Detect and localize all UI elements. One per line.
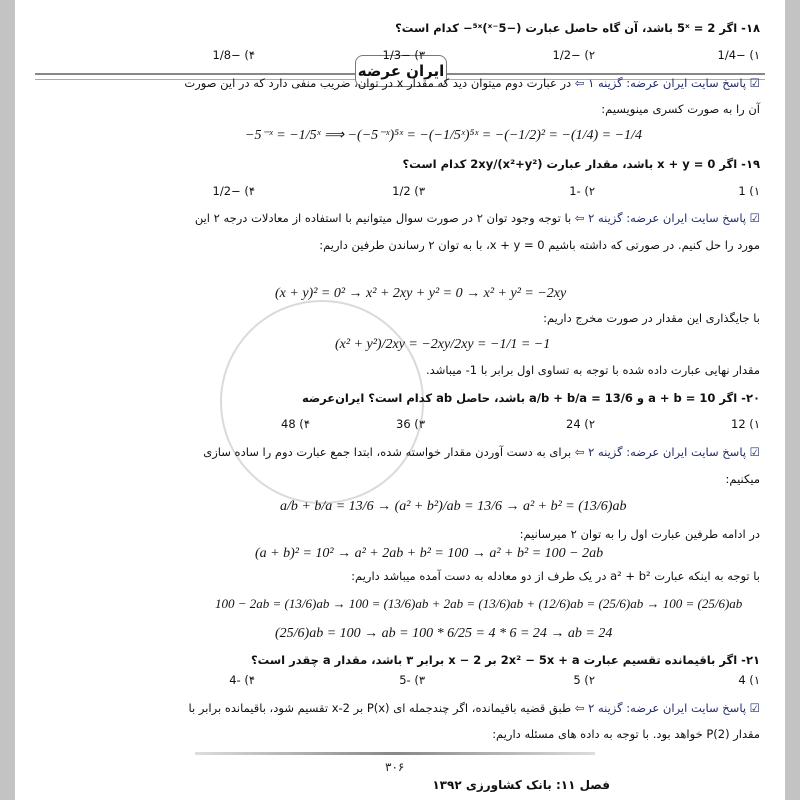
option-2: ۲) −1/2 — [552, 48, 595, 62]
answer-20-cont: با توجه به اینکه عبارت a² + b² در یک طرف از دو معادله به دست آمده میباشد داریم: — [351, 569, 760, 583]
answer-18 — [184, 75, 760, 91]
option-3: ۳) 1/2 — [392, 184, 425, 198]
option-4: ۴) −1/8 — [212, 48, 255, 62]
answer-label: ☑ پاسخ سایت ایران عرضه: گزینه ۲ ⇦ — [574, 211, 760, 225]
question-19: ۱۹- اگر x + y = 0 باشد، مقدار عبارت (x²+y²)/2xy کدام است؟ — [402, 157, 760, 171]
equation: (25/6)ab = 100 → ab = 100 * 6/25 = 4 * 6 = 24 → ab = 24 — [275, 626, 613, 641]
answer-text: با توجه وجود توان ۲ در صورت سوال میتوانیم با استفاده از معادلات درجه ۲ این — [194, 211, 575, 225]
question-18: ۱۸- اگر 2 = 5ˣ باشد، آن گاه حاصل عبارت (−5⁻ˣ)⁵ˣ− کدام است؟ — [395, 21, 760, 35]
option-2: ۲) -1 — [569, 184, 595, 198]
equation: −5⁻ˣ = −1/5ˣ ⟹ −(−5⁻ˣ)⁵ˣ = −(−1/5ˣ)⁵ˣ = −(−1/2)² = −(1/4) = −1/4 — [245, 128, 642, 143]
option-1: ۱) −1/4 — [717, 48, 760, 62]
option-3: ۳) -5 — [399, 673, 425, 687]
answer-label: ☑ پاسخ سایت ایران عرضه: گزینه ۲ ⇦ — [574, 445, 760, 459]
option-3: ۳) −1/3 — [382, 48, 425, 62]
answer-text: در عبارت دوم میتوان دید که مقدار x در توان، ضریب منفی دارد که در این صورت — [184, 76, 575, 90]
answer-19-cont: مورد را حل کنیم. در صورتی که داشته باشیم x + y = 0، با به توان ۲ رساندن طرفین داریم: — [319, 238, 760, 252]
answer-18-cont: آن را به صورت کسری مینویسیم: — [601, 102, 760, 116]
answer-19 — [195, 210, 760, 226]
footer-rule — [195, 752, 595, 755]
equation: (x + y)² = 0² → x² + 2xy + y² = 0 → x² + y² = −2xy — [275, 286, 567, 301]
equation: a/b + b/a = 13/6 → (a² + b²)/ab = 13/6 → a² + b² = (13/6)ab — [280, 499, 627, 514]
page-number: ۳۰۶ — [385, 760, 405, 774]
answer-20-cont: در ادامه طرفین عبارت اول را به توان ۲ میرسانیم: — [519, 527, 760, 541]
chapter-title: فصل ۱۱: بانک کشاورزی ۱۳۹۲ — [432, 778, 610, 792]
document-page — [15, 0, 785, 800]
option-1: ۱) 1 — [738, 184, 760, 198]
option-2: ۲) 5 — [573, 673, 595, 687]
answer-20 — [203, 444, 760, 460]
option-2: ۲) 24 — [566, 417, 595, 431]
answer-label: ☑ پاسخ سایت ایران عرضه: گزینه ۲ ⇦ — [574, 701, 760, 715]
answer-text: برای به دست آوردن مقدار خواسته شده، ابتدا جمع عبارت دوم را ساده سازی — [203, 445, 575, 459]
answer-label: ☑ پاسخ سایت ایران عرضه: گزینه ۱ ⇦ — [574, 76, 760, 90]
answer-20-cont: میکنیم: — [725, 472, 760, 486]
answer-text: طبق قضیه باقیمانده، اگر چندجمله ای P(x) بر x-2 تقسیم شود، باقیمانده برابر با — [188, 701, 575, 715]
answer-21-cont: مقدار P(2) خواهد بود. با توجه به داده های مسئله داریم: — [492, 727, 760, 741]
option-1: ۱) 12 — [731, 417, 760, 431]
option-4: ۴) -4 — [229, 673, 255, 687]
answer-21 — [189, 700, 760, 716]
option-4: ۴) 48 — [281, 417, 310, 431]
site-logo: ایران عرضه — [355, 55, 447, 87]
question-21: ۲۱- اگر باقیمانده تقسیم عبارت 2x² − 5x + a بر x − 2 برابر ۳ باشد، مقدار a چقدر است؟ — [250, 653, 760, 667]
option-1: ۱) 4 — [738, 673, 760, 687]
option-3: ۳) 36 — [396, 417, 425, 431]
equation: 100 − 2ab = (13/6)ab → 100 = (13/6)ab + 2ab = (13/6)ab + (12/6)ab = (25/6)ab → 100 = (25/6)ab — [215, 596, 743, 611]
equation: (a + b)² = 10² → a² + 2ab + b² = 100 → a² + b² = 100 − 2ab — [255, 546, 604, 561]
option-4: ۴) −1/2 — [212, 184, 255, 198]
answer-19-cont: مقدار نهایی عبارت داده شده با توجه به تساوی اول برابر با 1- میباشد. — [426, 363, 760, 377]
equation: (x² + y²)/2xy = −2xy/2xy = −1/1 = −1 — [335, 337, 551, 352]
answer-19-cont: با جایگذاری این مقدار در صورت مخرج داریم: — [543, 311, 760, 325]
question-20: ۲۰- اگر a + b = 10 و a/b + b/a = 13/6 باشد، حاصل ab کدام است؟ ایران‌عرضه — [302, 391, 760, 405]
